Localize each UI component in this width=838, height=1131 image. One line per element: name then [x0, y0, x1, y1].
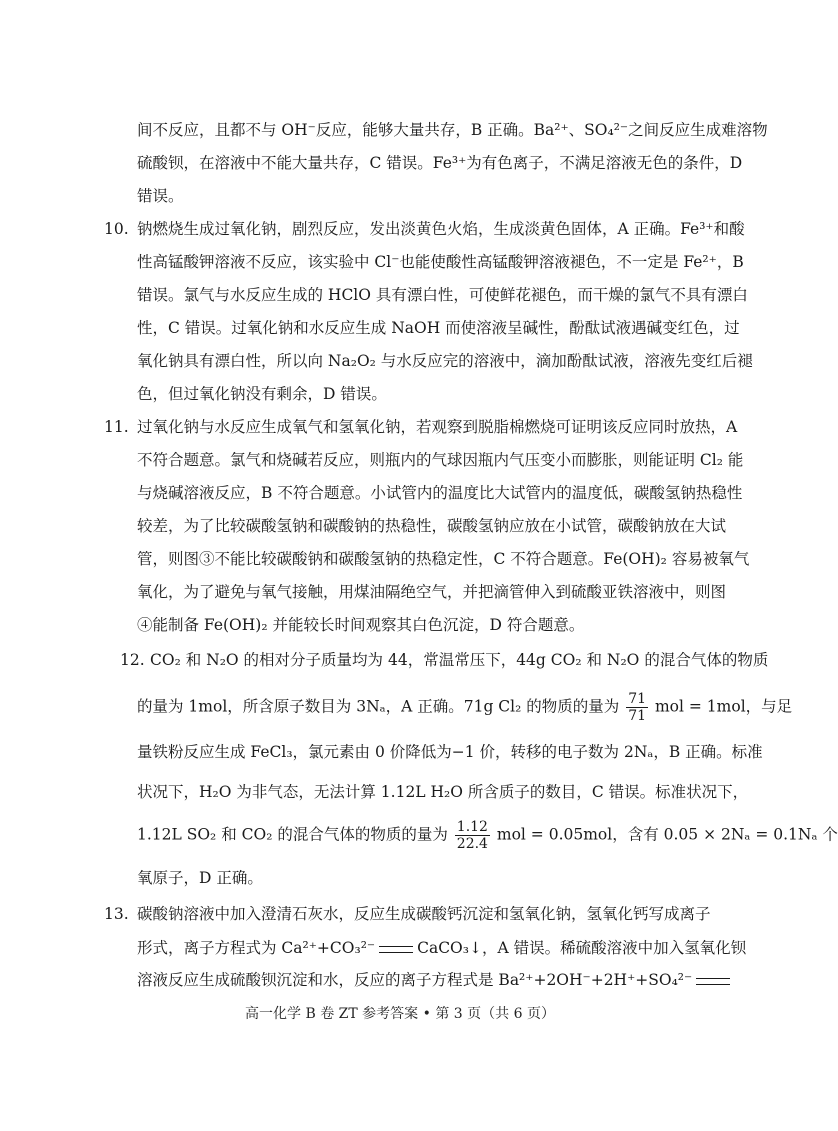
text-segment: 1.12L SO₂ 和 CO₂ 的混合气体的物质的量为	[137, 825, 448, 844]
text-segment: CaCO₃↓，A 错误。稀硫酸溶液中加入氢氧化钡	[417, 939, 747, 957]
text-line: 氧化钠具有漂白性，所以向 Na₂O₂ 与水反应完的溶液中，滴加酚酞试液，溶液先变红后褪	[137, 352, 753, 370]
text-line: 状况下，H₂O 为非气态，无法计算 1.12L H₂O 所含质子的数目，C 错误。标准状况下，	[137, 783, 749, 801]
text-line-with-equation	[137, 970, 734, 990]
text-line: ④能制备 Fe(OH)₂ 并能较长时间观察其白色沉淀，D 符合题意。	[137, 616, 585, 634]
fraction-denominator: 22.4	[456, 836, 488, 852]
equals-sign	[379, 946, 413, 953]
text-segment: 溶液反应生成硫酸钡沉淀和水，反应的离子方程式是 Ba²⁺+2OH⁻+2H⁺+SO₄²⁻	[137, 971, 693, 989]
text-line: 错误。	[137, 187, 184, 205]
text-line: 量铁粉反应生成 FeCl₃，氯元素由 0 价降低为−1 价，转移的电子数为 2Nₐ，B 正确。标准	[137, 743, 763, 761]
fraction-numerator: 71	[628, 691, 647, 707]
fraction	[455, 820, 490, 851]
text-line-with-equation	[137, 938, 746, 958]
question-number: 12.	[120, 651, 145, 669]
question-number: 13.	[104, 905, 129, 923]
text-line: 较差，为了比较碳酸氢钠和碳酸钠的热稳性，碳酸氢钠应放在小试管，碳酸钠放在大试	[137, 517, 727, 535]
text-line: 性高锰酸钾溶液不反应，该实验中 Cl⁻也能使酸性高锰酸钾溶液褪色，不一定是 Fe²⁺，B	[137, 253, 744, 271]
text-line: 碳酸钠溶液中加入澄清石灰水，反应生成碳酸钙沉淀和氢氧化钠，氢氧化钙写成离子	[137, 905, 711, 923]
text-line: 与烧碱溶液反应，B 不符合题意。小试管内的温度比大试管内的温度低，碳酸氢钠热稳性	[137, 484, 743, 502]
text-line: 过氧化钠与水反应生成氧气和氢氧化钠，若观察到脱脂棉燃烧可证明该反应同时放热，A	[137, 418, 738, 436]
page-footer: 高一化学 B 卷 ZT 参考答案 • 第 3 页（共 6 页）	[245, 1006, 555, 1022]
question-number: 11.	[104, 418, 129, 436]
text-segment: mol = 1mol，与足	[654, 697, 793, 716]
text-line: 性，C 错误。过氧化钠和水反应生成 NaOH 而使溶液呈碱性，酚酞试液遇碱变红色，过	[137, 319, 740, 337]
text-line: CO₂ 和 N₂O 的相对分子质量均为 44，常温常压下，44g CO₂ 和 N₂O 的混合气体的物质	[150, 651, 769, 669]
text-line-with-fraction	[137, 820, 838, 851]
question-number: 10.	[104, 220, 129, 238]
text-line: 间不反应，且都不与 OH⁻反应，能够大量共存，B 正确。Ba²⁺、SO₄²⁻之间反应生成难溶物	[137, 121, 768, 139]
text-line: 色，但过氧化钠没有剩余，D 错误。	[137, 385, 387, 403]
text-line: 管，则图③不能比较碳酸钠和碳酸氢钠的热稳定性，C 不符合题意。Fe(OH)₂ 容易被氧气	[137, 550, 750, 568]
text-line: 氧化，为了避免与氧气接触，用煤油隔绝空气，并把滴管伸入到硫酸亚铁溶液中，则图	[137, 583, 727, 601]
fraction-denominator: 71	[628, 708, 647, 724]
equals-sign	[696, 978, 730, 985]
text-line: 错误。氯气与水反应生成的 HClO 具有漂白性，可使鲜花褪色，而干燥的氯气不具有漂白	[137, 286, 748, 304]
text-segment: mol = 0.05mol，含有 0.05 × 2Nₐ = 0.1Nₐ 个	[496, 825, 838, 844]
text-line: 氧原子，D 正确。	[137, 869, 263, 887]
fraction	[626, 692, 648, 723]
text-line: 硫酸钡，在溶液中不能大量共存，C 错误。Fe³⁺为有色离子，不满足溶液无色的条件，D	[137, 154, 743, 172]
text-line: 钠燃烧生成过氧化钠，剧烈反应，发出淡黄色火焰，生成淡黄色固体，A 正确。Fe³⁺和酸	[137, 220, 745, 238]
text-line: 不符合题意。氯气和烧碱若反应，则瓶内的气球因瓶内气压变小而膨胀，则能证明 Cl₂ 能	[137, 451, 744, 469]
fraction-numerator: 1.12	[456, 819, 488, 835]
text-line-with-fraction	[137, 692, 792, 723]
text-segment: 的量为 1mol，所含原子数目为 3Nₐ，A 正确。71g Cl₂ 的物质的量为	[137, 697, 620, 716]
text-segment: 形式，离子方程式为 Ca²⁺+CO₃²⁻	[137, 939, 376, 957]
